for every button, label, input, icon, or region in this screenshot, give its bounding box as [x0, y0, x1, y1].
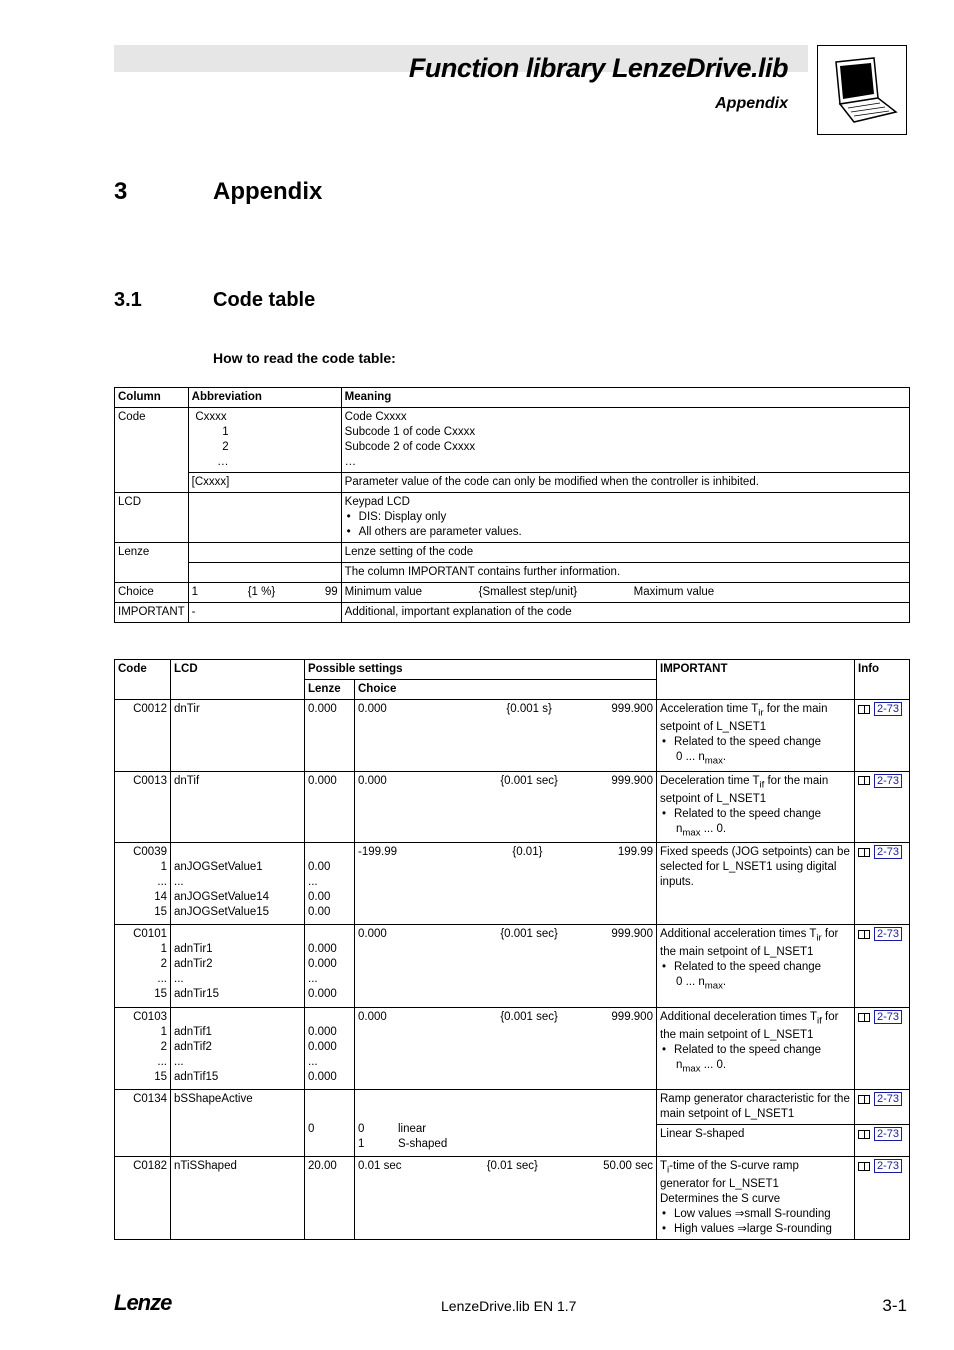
legend-choice-meaning: Minimum value {Smallest step/unit} Maximum value: [341, 583, 909, 603]
book-icon: [858, 848, 870, 857]
code-table: [114, 659, 910, 1240]
page-reference-link[interactable]: 2-73: [874, 927, 902, 941]
legend-table: [114, 387, 910, 623]
important-cell: Linear S-shaped: [657, 1125, 855, 1157]
lcd-cell: adnTif1 adnTif2 ... adnTif15: [171, 1008, 305, 1090]
important-cell: Fixed speeds (JOG setpoints) can be selected for L_NSET1 using digital inputs.: [657, 843, 855, 925]
info-cell: [855, 771, 910, 843]
lcd-cell: anJOGSetValue1 ... anJOGSetValue14 anJOGSetValue15: [171, 843, 305, 925]
table-row: [115, 1157, 910, 1240]
legend-inhibit-abbr: [Cxxxx]: [188, 473, 341, 493]
legend-important-meaning: Additional, important explanation of the code: [341, 603, 909, 623]
code-cell: C0182: [115, 1157, 171, 1240]
footer-document-id: LenzeDrive.lib EN 1.7: [441, 1298, 577, 1314]
table-row: [115, 700, 910, 772]
info-cell: [855, 1090, 910, 1125]
page-reference-link[interactable]: 2-73: [874, 702, 902, 716]
table-row: [115, 843, 910, 925]
code-cell: C0012: [115, 700, 171, 772]
info-cell: [855, 925, 910, 1008]
lenze-cell: 0.000 0.000 ... 0.000: [305, 1008, 355, 1090]
book-icon: [858, 930, 870, 939]
info-cell: [855, 1125, 910, 1157]
table-row: [115, 771, 910, 843]
subsection-number: 3.1: [114, 289, 142, 311]
page-reference-link[interactable]: 2-73: [874, 1010, 902, 1024]
info-cell: [855, 1157, 910, 1240]
lcd-cell: adnTir1 adnTir2 ... adnTir15: [171, 925, 305, 1008]
page-number: 3-1: [882, 1296, 907, 1315]
book-icon: [858, 776, 870, 785]
codes-header-lenze: Lenze: [305, 680, 355, 700]
page-reference-link[interactable]: 2-73: [874, 1127, 902, 1141]
lcd-cell: nTiSShaped: [171, 1157, 305, 1240]
lcd-cell: bSShapeActive: [171, 1090, 305, 1157]
book-icon: [858, 1162, 870, 1171]
lcd-cell: dnTif: [171, 771, 305, 843]
codes-header-lcd: LCD: [171, 660, 305, 700]
info-cell: [855, 700, 910, 772]
legend-code-abbr: Cxxxx 1 2 …: [188, 408, 341, 473]
book-icon: [858, 1095, 870, 1104]
info-cell: [855, 1008, 910, 1090]
legend-header-meaning: Meaning: [341, 388, 909, 408]
page-reference-link[interactable]: 2-73: [874, 845, 902, 859]
section-number: 3: [114, 178, 128, 205]
legend-lenze-important: The column IMPORTANT contains further information.: [341, 563, 909, 583]
choice-cell: 0 linear 1 S-shaped: [355, 1090, 657, 1157]
laptop-icon: [817, 45, 907, 135]
important-cell: Additional deceleration times $T_{if}$ for the main setpoint of L_NSET1 • Related to the speed change $n_{max}$ ... 0.: [657, 1008, 855, 1090]
choice-cell: 0.01 sec {0.01 sec} 50.00 sec: [355, 1157, 657, 1240]
info-cell: [855, 843, 910, 925]
legend-header-column: Column: [115, 388, 189, 408]
lenze-logo: Lenze: [114, 1290, 172, 1315]
codes-header-code: Code: [115, 660, 171, 700]
choice-cell: 0.000 {0.001 sec} 999.900: [355, 925, 657, 1008]
book-icon: [858, 1013, 870, 1022]
page-reference-link[interactable]: 2-73: [874, 774, 902, 788]
subsection-title: Code table: [213, 289, 316, 311]
page-reference-link[interactable]: 2-73: [874, 1092, 902, 1106]
codes-header-possible: Possible settings: [305, 660, 657, 680]
legend-important-abbr: -: [188, 603, 341, 623]
lenze-cell: 0.000: [305, 700, 355, 772]
header-subtitle: Appendix: [715, 95, 788, 112]
book-icon: [858, 705, 870, 714]
legend-inhibit-meaning: Parameter value of the code can only be modified when the controller is inhibited.: [341, 473, 909, 493]
table-row: [115, 1090, 910, 1125]
howto-heading: How to read the code table:: [213, 350, 396, 366]
important-cell: Acceleration time $T_{ir}$ for the main setpoint of L_NSET1 • Related to the speed change 0 ... $n_{max}$.: [657, 700, 855, 772]
codes-header-info: Info: [855, 660, 910, 700]
table-row: [115, 925, 910, 1008]
important-cell: $T_i$-time of the S-curve ramp generator for L_NSET1 Determines the S curve • Low values ⇒small S-rounding • High values ⇒large S-rounding: [657, 1157, 855, 1240]
section-title: Appendix: [213, 178, 323, 205]
legend-choice-abbr: 1 {1 %} 99: [188, 583, 341, 603]
code-cell: C0103 1 2 ... 15: [115, 1008, 171, 1090]
choice-cell: -199.99 {0.01} 199.99: [355, 843, 657, 925]
codes-header-important: IMPORTANT: [657, 660, 855, 700]
lenze-cell: 0.000: [305, 771, 355, 843]
lenze-cell: 0.000 0.000 ... 0.000: [305, 925, 355, 1008]
legend-choice-col: Choice: [115, 583, 189, 603]
code-cell: C0013: [115, 771, 171, 843]
legend-lenze-col: Lenze: [115, 543, 189, 583]
legend-code-meaning: Code Cxxxx Subcode 1 of code Cxxxx Subcode 2 of code Cxxxx …: [341, 408, 909, 473]
header-title: Function library LenzeDrive.lib: [408, 53, 788, 83]
legend-important-col: IMPORTANT: [115, 603, 189, 623]
book-icon: [858, 1130, 870, 1139]
lenze-cell: 0: [305, 1090, 355, 1157]
legend-code-col: Code: [115, 408, 189, 493]
important-cell: Additional acceleration times $T_{ir}$ for the main setpoint of L_NSET1 • Related to the speed change 0 ... $n_{max}$.: [657, 925, 855, 1008]
legend-header-abbr: Abbreviation: [188, 388, 341, 408]
legend-lcd-col: LCD: [115, 493, 189, 543]
important-cell: Deceleration time $T_{if}$ for the main setpoint of L_NSET1 • Related to the speed change $n_{max}$ ... 0.: [657, 771, 855, 843]
legend-lenze-meaning: Lenze setting of the code: [341, 543, 909, 563]
legend-lcd-meaning: Keypad LCD • DIS: Display only • All others are parameter values.: [341, 493, 909, 543]
important-cell: Ramp generator characteristic for the main setpoint of L_NSET1: [657, 1090, 855, 1125]
code-cell: C0101 1 2 ... 15: [115, 925, 171, 1008]
lcd-cell: dnTir: [171, 700, 305, 772]
lenze-cell: 20.00: [305, 1157, 355, 1240]
code-cell: C0134: [115, 1090, 171, 1157]
table-row: [115, 1008, 910, 1090]
page-reference-link[interactable]: 2-73: [874, 1159, 902, 1173]
choice-cell: 0.000 {0.001 s} 999.900: [355, 700, 657, 772]
choice-cell: 0.000 {0.001 sec} 999.900: [355, 771, 657, 843]
codes-header-choice: Choice: [355, 680, 657, 700]
choice-cell: 0.000 {0.001 sec} 999.900: [355, 1008, 657, 1090]
lenze-cell: 0.00 ... 0.00 0.00: [305, 843, 355, 925]
code-cell: C0039 1 ... 14 15: [115, 843, 171, 925]
